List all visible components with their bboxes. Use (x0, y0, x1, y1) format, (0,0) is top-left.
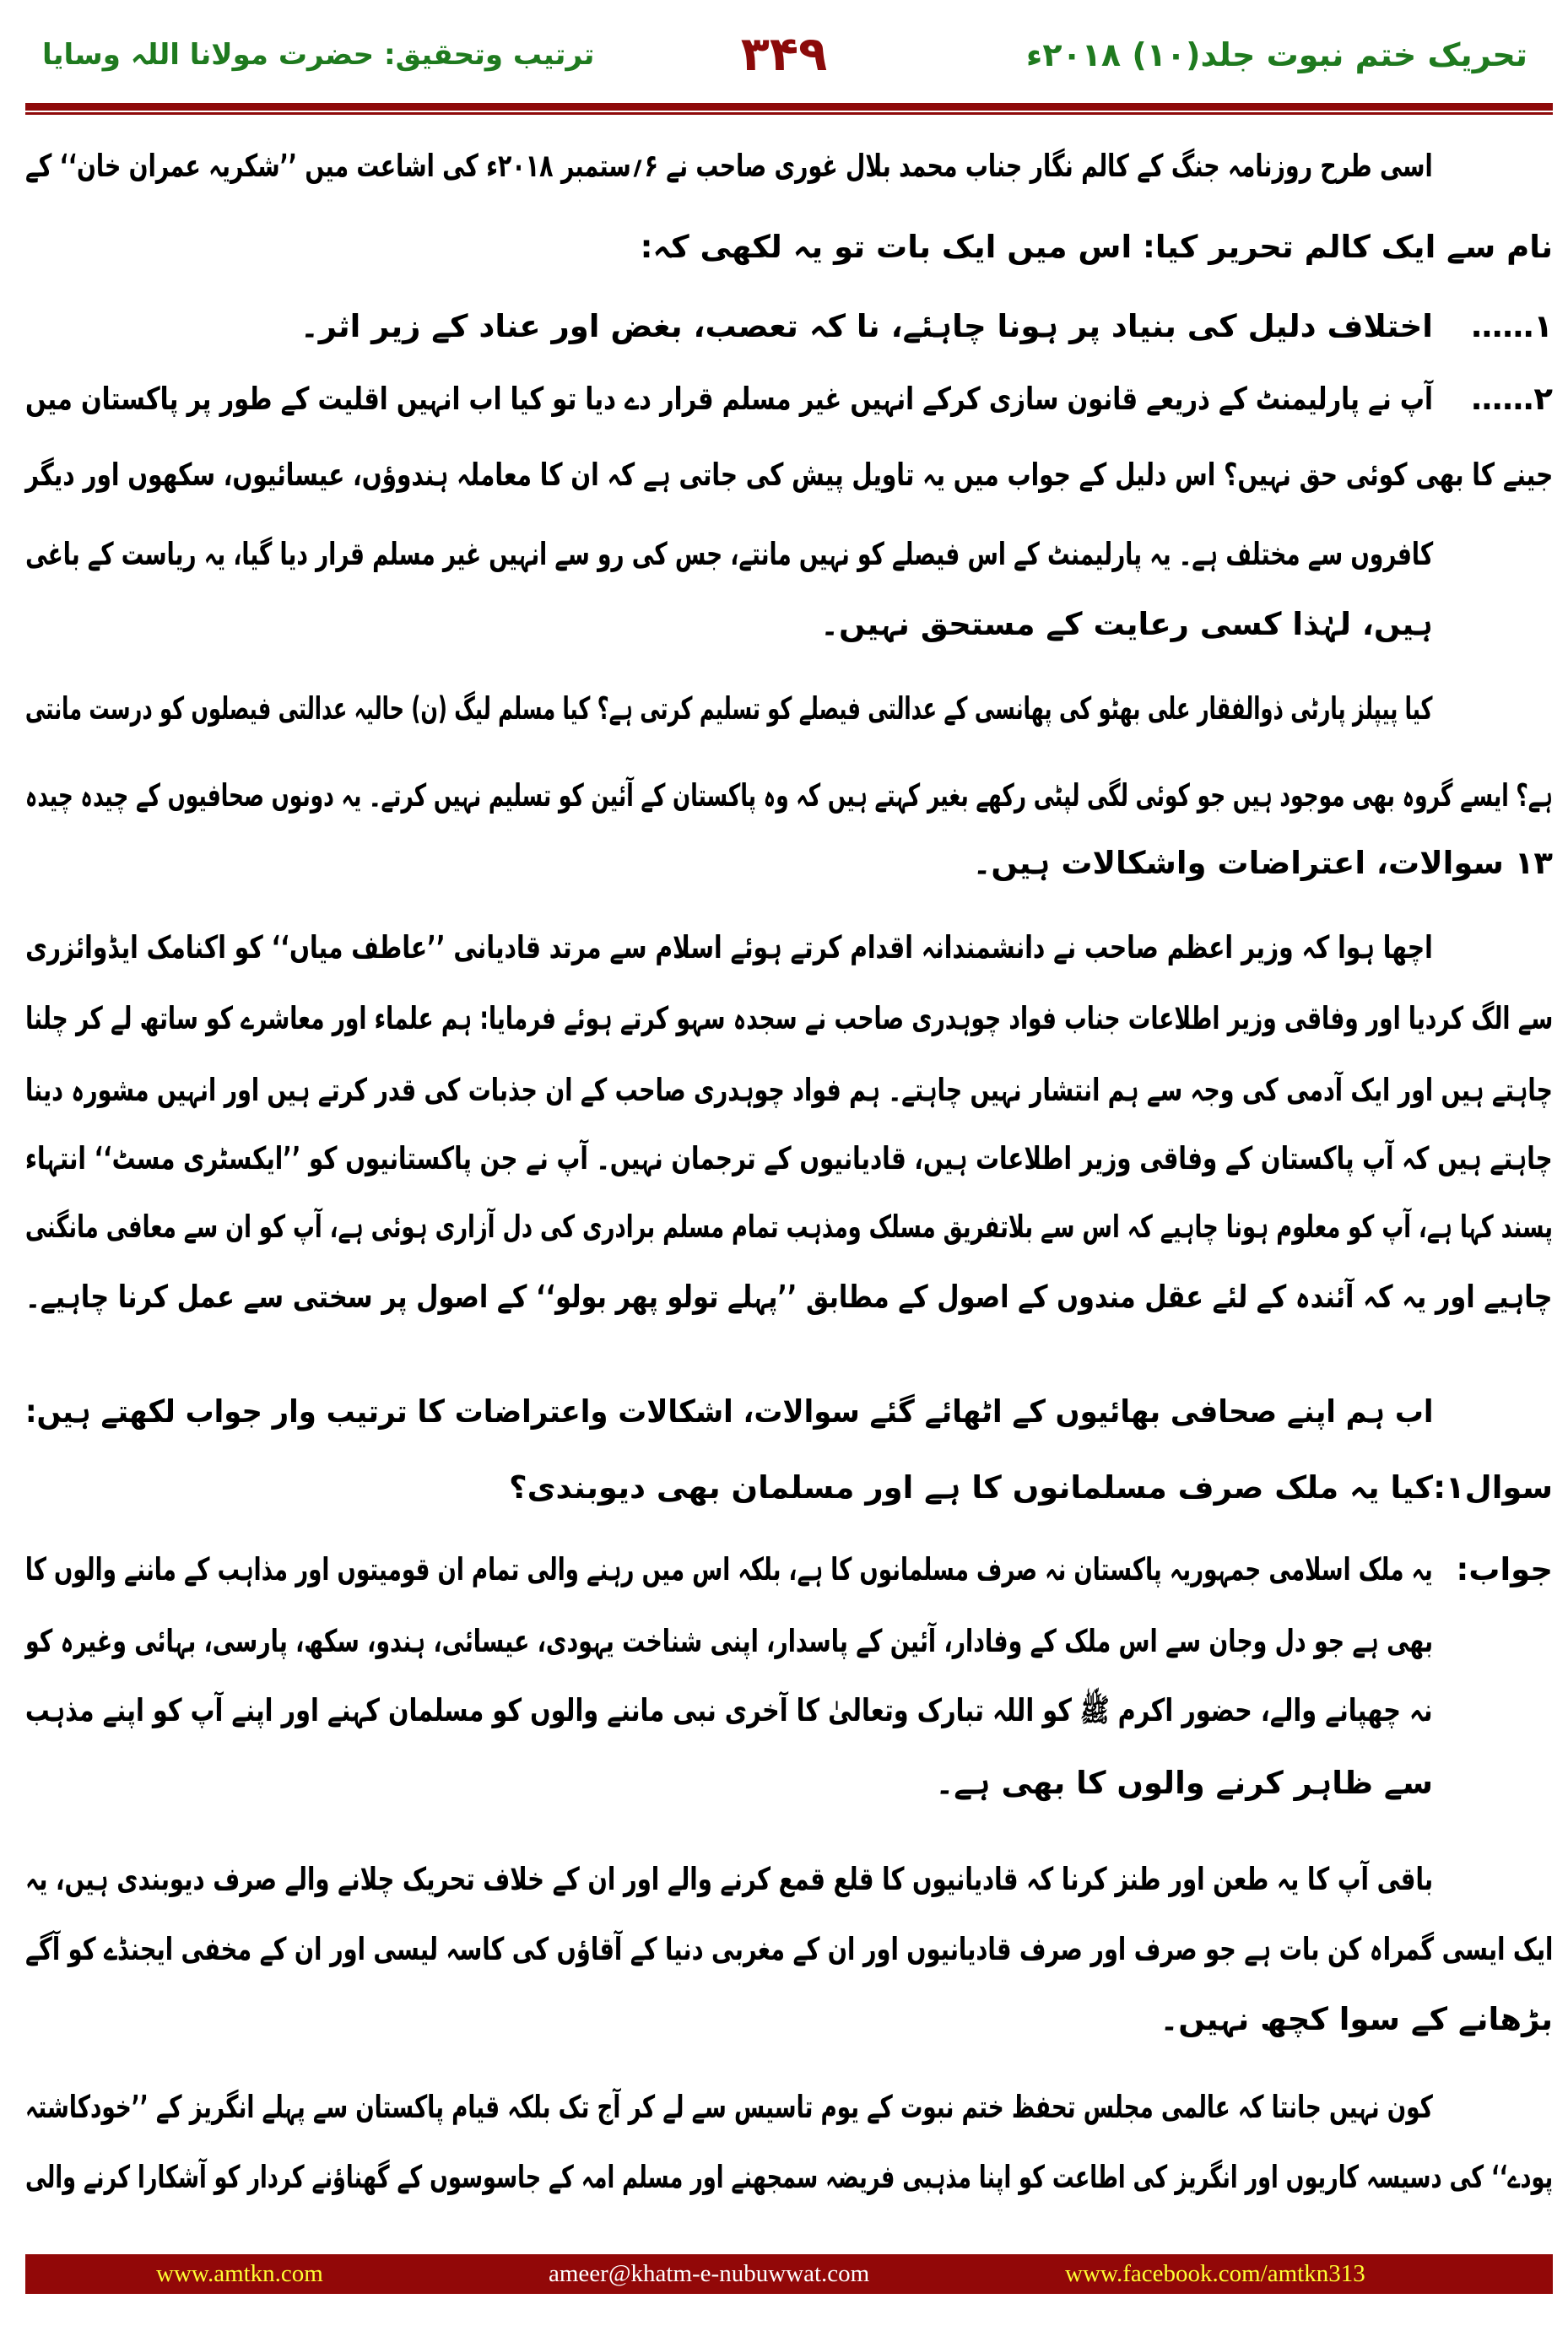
line-text: ہیں، لہٰذا کسی رعایت کے مستحق نہیں۔ (820, 606, 1433, 642)
book-title: تحریک ختم نبوت جلد(۱۰) ۲۰۱۸ء (1025, 36, 1527, 73)
question-text (25, 1457, 1433, 1519)
paragraph-line (25, 917, 1433, 979)
list-item-line (25, 523, 1433, 586)
line-text: نہ چھپانے والے، حضور اکرم ﷺ کو اللہ تبارک وتعالیٰ کا آخری نبی ماننے والوں کو مسلمان کہنے اور اپنے آپ کو اپنے مذہب (25, 1692, 1433, 1728)
header-rule-thin (25, 112, 1553, 115)
line-text: کون نہیں جانتا کہ عالمی مجلس تحفظ ختم نبوت کے یوم تاسیس سے لے کر آج تک بلکہ قیام پاکستان سے پہلے انگریز کے ’’خودکاشتہ (25, 2089, 1433, 2125)
question-label: سوال۱: (1433, 1469, 1553, 1506)
line-text: ایک ایسی گمراہ کن بات ہے جو صرف اور صرف قادیانیوں اور ان کے مغربی دنیا کے آقاؤں کی کاسہ لیسی اور ان کے مخفی ایجنڈے کو آگے (24, 1931, 1553, 1967)
line-text: اسی طرح روزنامہ جنگ کے کالم نگار جناب محمد بلال غوری صاحب نے ۶؍ستمبر ۲۰۱۸ء کی اشاعت میں ’’شکریہ عمران خان‘‘ کے (25, 148, 1433, 184)
answer-line (25, 1679, 1433, 1742)
paragraph-line (25, 987, 1553, 1050)
line-text: یہ ملک اسلامی جمہوریہ پاکستان نہ صرف مسلمانوں کا ہے، بلکہ اس میں رہنے والی تمام ان قومیتوں اور مذاہب کے ماننے والوں کا (25, 1551, 1433, 1587)
paragraph-line (25, 1848, 1433, 1911)
line-text: چاہتے ہیں کہ آپ پاکستان کے وفاقی وزیر اطلاعات ہیں، قادیانیوں کے ترجمان نہیں۔ آپ نے جن پاکستانیوں کو ’’ایکسٹری مسٹ‘‘ انتہاء (25, 1140, 1553, 1176)
line-text: سے ظاہر کرنے والوں کا بھی ہے۔ (935, 1765, 1433, 1801)
paragraph-line (25, 2146, 1553, 2209)
line-text: پسند کہا ہے، آپ کو معلوم ہونا چاہیے کہ اس سے بلاتفریق مسلک ومذہب تمام مسلم برادری کی دل آزاری ہوئی ہے، آپ کو ان سے معافی مانگنی (24, 1209, 1553, 1245)
answer-line (25, 1539, 1433, 1601)
line-text: نام سے ایک کالم تحریر کیا: اس میں ایک بات تو یہ لکھی کہ: (640, 229, 1553, 265)
paragraph-line (25, 1128, 1553, 1190)
footer-bar (25, 2254, 1553, 2294)
paragraph-line (25, 1266, 1553, 1328)
list-number: ۲…… (1471, 381, 1553, 417)
line-text: کیا یہ ملک صرف مسلمانوں کا ہے اور مسلمان بھی دیوبندی؟ (509, 1469, 1433, 1506)
paragraph-line (25, 1059, 1553, 1122)
line-text: ہے؟ ایسے گروہ بھی موجود ہیں جو کوئی لگی لپٹی رکھے بغیر کہتے ہیں کہ وہ پاکستان کے آئین کو تسلیم نہیں کرتے۔ یہ دونوں صحافیوں کے چیدہ چیدہ (24, 777, 1553, 814)
paragraph-line (25, 135, 1433, 197)
website-link[interactable]: www.amtkn.com (156, 2260, 323, 2287)
paragraph-line (25, 832, 1553, 895)
answer-line (25, 1610, 1433, 1673)
list-number: ۱…… (1471, 308, 1553, 344)
paragraph-line (25, 1988, 1553, 2051)
paragraph-line (25, 678, 1433, 740)
line-text: چاہیے اور یہ کہ آئندہ کے لئے عقل مندوں کے اصول کے مطابق ’’پہلے تولو پھر بولو‘‘ کے اصول پر سختی سے عمل کرنا چاہیے۔ (25, 1279, 1553, 1315)
header-rule-thick (25, 103, 1553, 111)
answer-line (25, 1752, 1433, 1815)
line-text: باقی آپ کا یہ طعن اور طنز کرنا کہ قادیانیوں کا قلع قمع کرنے والے اور ان کے خلاف تحریک چلانے والے صرف دیوبندی ہیں، یہ (24, 1861, 1433, 1897)
list-item-line (25, 593, 1433, 656)
paragraph-line (25, 1381, 1433, 1443)
facebook-link[interactable]: www.facebook.com/amtkn313 (1065, 2260, 1365, 2287)
paragraph-line (25, 1918, 1553, 1981)
compiler-credit: ترتیب وتحقیق: حضرت مولانا اللہ وسایا (42, 38, 595, 72)
list-item-line (25, 368, 1433, 430)
line-text: پودے‘‘ کی دسیسہ کاریوں اور انگریز کی اطاعت کو اپنا مذہبی فریضہ سمجھنے اور مسلم امہ کے جاسوسوں کے گھناؤنے کردار کو آشکارا کرنے والی (24, 2159, 1553, 2195)
paragraph-line (25, 216, 1553, 279)
line-text: کیا پیپلز پارٹی ذوالفقار علی بھٹو کی پھانسی کے عدالتی فیصلے کو تسلیم کرتی ہے؟ کیا مسلم لیگ (ن) حالیہ عدالتی فیصلوں کو درست مانتی (25, 690, 1433, 727)
line-text: آپ نے پارلیمنٹ کے ذریعے قانون سازی کرکے انہیں غیر مسلم قرار دے دیا تو کیا اب انہیں اقلیت کے طور پر پاکستان میں (25, 381, 1433, 417)
list-item-line (25, 295, 1433, 358)
paragraph-line (25, 765, 1553, 827)
line-text: بھی ہے جو دل وجان سے اس ملک کے وفادار، آئین کے پاسدار، اپنی شناخت یہودی، عیسائی، ہندو، سکھ، پارسی، بہائی وغیرہ کو (24, 1623, 1433, 1659)
line-text: اچھا ہوا کہ وزیر اعظم صاحب نے دانشمندانہ اقدام کرتے ہوئے اسلام سے مرتد قادیانی ’’عاطف میاں‘‘ کو اکنامک ایڈوائزری (25, 929, 1433, 965)
line-text: کافروں سے مختلف ہے۔ یہ پارلیمنٹ کے اس فیصلے کو نہیں مانتے، جس کی رو سے انہیں غیر مسلم قرار دیا گیا، یہ ریاست کے باغی (24, 536, 1433, 572)
line-text: اختلاف دلیل کی بنیاد پر ہونا چاہئے، نا کہ تعصب، بغض اور عناد کے زیر اثر۔ (300, 308, 1433, 344)
list-item-line (25, 444, 1553, 506)
paragraph-line (25, 2076, 1433, 2139)
page-number: ۳۴۹ (740, 27, 828, 82)
line-text: ۱۳ سوالات، اعتراضات واشکالات ہیں۔ (972, 845, 1553, 881)
line-text: بڑھانے کے سوا کچھ نہیں۔ (1160, 2001, 1553, 2037)
line-text: جینے کا بھی کوئی حق نہیں؟ اس دلیل کے جواب میں یہ تاویل پیش کی جاتی ہے کہ ان کا معاملہ ہندوؤں، عیسائیوں، سکھوں اور دیگر (24, 457, 1553, 493)
email-link[interactable]: ameer@khatm-e-nubuwwat.com (549, 2260, 870, 2287)
line-text: چاہتے ہیں اور ایک آدمی کی وجہ سے ہم انتشار نہیں چاہتے۔ ہم فواد چوہدری صاحب کے ان جذبات کی قدر کرتے ہیں اور انہیں مشورہ دینا (25, 1072, 1553, 1108)
line-text: سے الگ کردیا اور وفاقی وزیر اطلاعات جناب فواد چوہدری صاحب نے سجدہ سہو کرتے ہوئے فرمایا: ہم علماء اور معاشرے کو ساتھ لے کر چلنا (24, 1000, 1553, 1036)
line-text: اب ہم اپنے صحافی بھائیوں کے اٹھائے گئے سوالات، اشکالات واعتراضات کا ترتیب وار جواب لکھتے ہیں: (24, 1393, 1433, 1430)
paragraph-line (25, 1196, 1553, 1258)
answer-label: جواب: (1456, 1551, 1553, 1587)
